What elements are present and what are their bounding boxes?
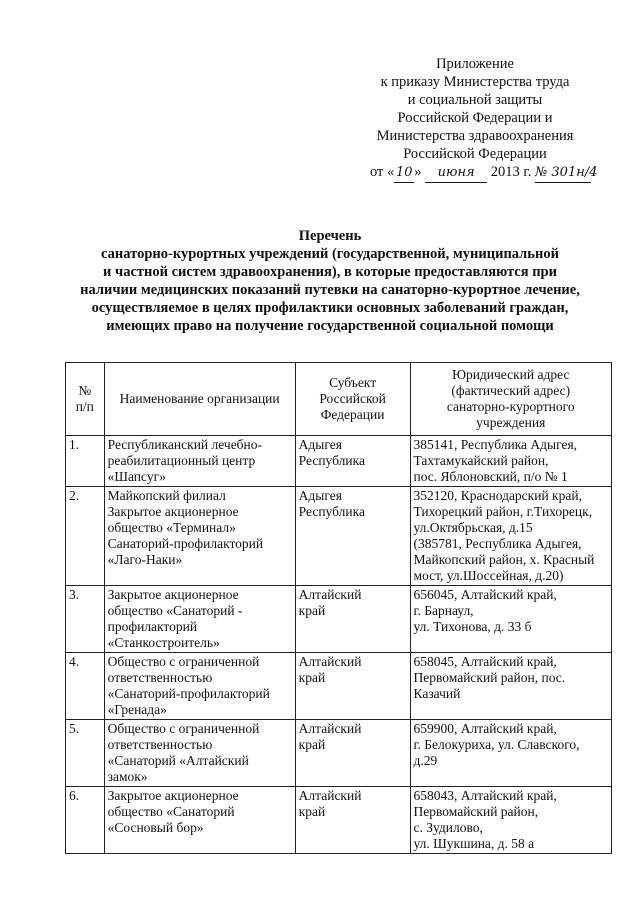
cell-num: 1. <box>66 436 105 487</box>
table-row <box>66 653 612 720</box>
order-year: 2013 г. <box>490 164 532 180</box>
cell-address: 385141, Республика Адыгея, Тахтамукайский район, пос. Яблоновский, п/о № 1 <box>410 436 612 487</box>
appendix-line: Приложение <box>436 56 514 72</box>
sanatorium-table <box>65 362 612 854</box>
cell-address: 352120, Краснодарский край, Тихорецкий район, г.Тихорецк, ул.Октябрьская, д.15 (385781, Республика Адыгея, Майкопский район, х. Красный мост, ул.Шоссейная, д.20) <box>410 487 612 586</box>
appendix-line: и социальной защиты <box>407 92 543 108</box>
cell-num: 2. <box>66 487 105 586</box>
cell-name: Республиканский лечебно- реабилитационный центр «Шапсуг» <box>104 436 295 487</box>
table-header-row <box>66 363 612 436</box>
table-row <box>66 436 612 487</box>
appendix-line: Российской Федерации и <box>397 110 553 126</box>
title-line: наличии медицинских показаний путевки на санаторно-курортное лечение, <box>80 282 580 298</box>
handwritten-day: 10 <box>394 164 414 183</box>
table-row <box>66 787 612 854</box>
table-row <box>66 586 612 653</box>
title-heading: Перечень <box>298 228 362 244</box>
cell-address: 656045, Алтайский край, г. Барнаул, ул. Тихонова, д. 33 б <box>410 586 612 653</box>
header-subject: Субъект Российской Федерации <box>295 363 410 436</box>
cell-subject: Адыгея Республика <box>295 436 410 487</box>
document-title <box>60 227 600 335</box>
title-line: и частной систем здравоохранения), в которые предоставляются при <box>103 264 557 280</box>
header-name: Наименование организации <box>104 363 295 436</box>
date-prefix: от « <box>370 164 395 180</box>
table-row <box>66 487 612 586</box>
title-line: осуществляемое в целях профилактики основных заболеваний граждан, <box>91 300 569 316</box>
cell-name: Общество с ограниченной ответственностью «Санаторий-профилакторий «Гренада» <box>104 653 295 720</box>
cell-num: 5. <box>66 720 105 787</box>
header-address: Юридический адрес (фактический адрес) санаторно-курортного учреждения <box>410 363 612 436</box>
cell-subject: Алтайский край <box>295 787 410 854</box>
cell-address: 658045, Алтайский край, Первомайский район, пос. Казачий <box>410 653 612 720</box>
handwritten-order-number: № 301н/4 <box>535 164 591 183</box>
cell-name: Закрытое акционерное общество «Санаторий «Сосновый бор» <box>104 787 295 854</box>
cell-name: Закрытое акционерное общество «Санаторий - профилакторий «Станкостроитель» <box>104 586 295 653</box>
cell-name: Майкопский филиал Закрытое акционерное общество «Терминал» Санаторий-профилакторий «Лаго-Наки» <box>104 487 295 586</box>
header-num: № п/п <box>66 363 105 436</box>
order-date-line <box>370 163 598 183</box>
table-row <box>66 720 612 787</box>
appendix-line: Российской Федерации <box>403 146 547 162</box>
date-mid: » <box>414 164 422 180</box>
cell-subject: Алтайский край <box>295 653 410 720</box>
appendix-line: Министерства здравоохранения <box>376 128 574 144</box>
cell-num: 3. <box>66 586 105 653</box>
handwritten-month: июня <box>425 164 487 183</box>
appendix-block <box>370 55 598 183</box>
cell-address: 659900, Алтайский край, г. Белокуриха, ул. Славского, д.29 <box>410 720 612 787</box>
cell-subject: Алтайский край <box>295 586 410 653</box>
cell-name: Общество с ограниченной ответственностью «Санаторий «Алтайский замок» <box>104 720 295 787</box>
cell-num: 6. <box>66 787 105 854</box>
title-line: имеющих право на получение государственной социальной помощи <box>106 318 554 334</box>
cell-address: 658043, Алтайский край, Первомайский район, с. Зудилово, ул. Шукшина, д. 58 а <box>410 787 612 854</box>
cell-subject: Адыгея Республика <box>295 487 410 586</box>
cell-num: 4. <box>66 653 105 720</box>
appendix-line: к приказу Министерства труда <box>380 74 570 90</box>
title-line: санаторно-курортных учреждений (государственной, муниципальной <box>101 246 559 262</box>
cell-subject: Алтайский край <box>295 720 410 787</box>
